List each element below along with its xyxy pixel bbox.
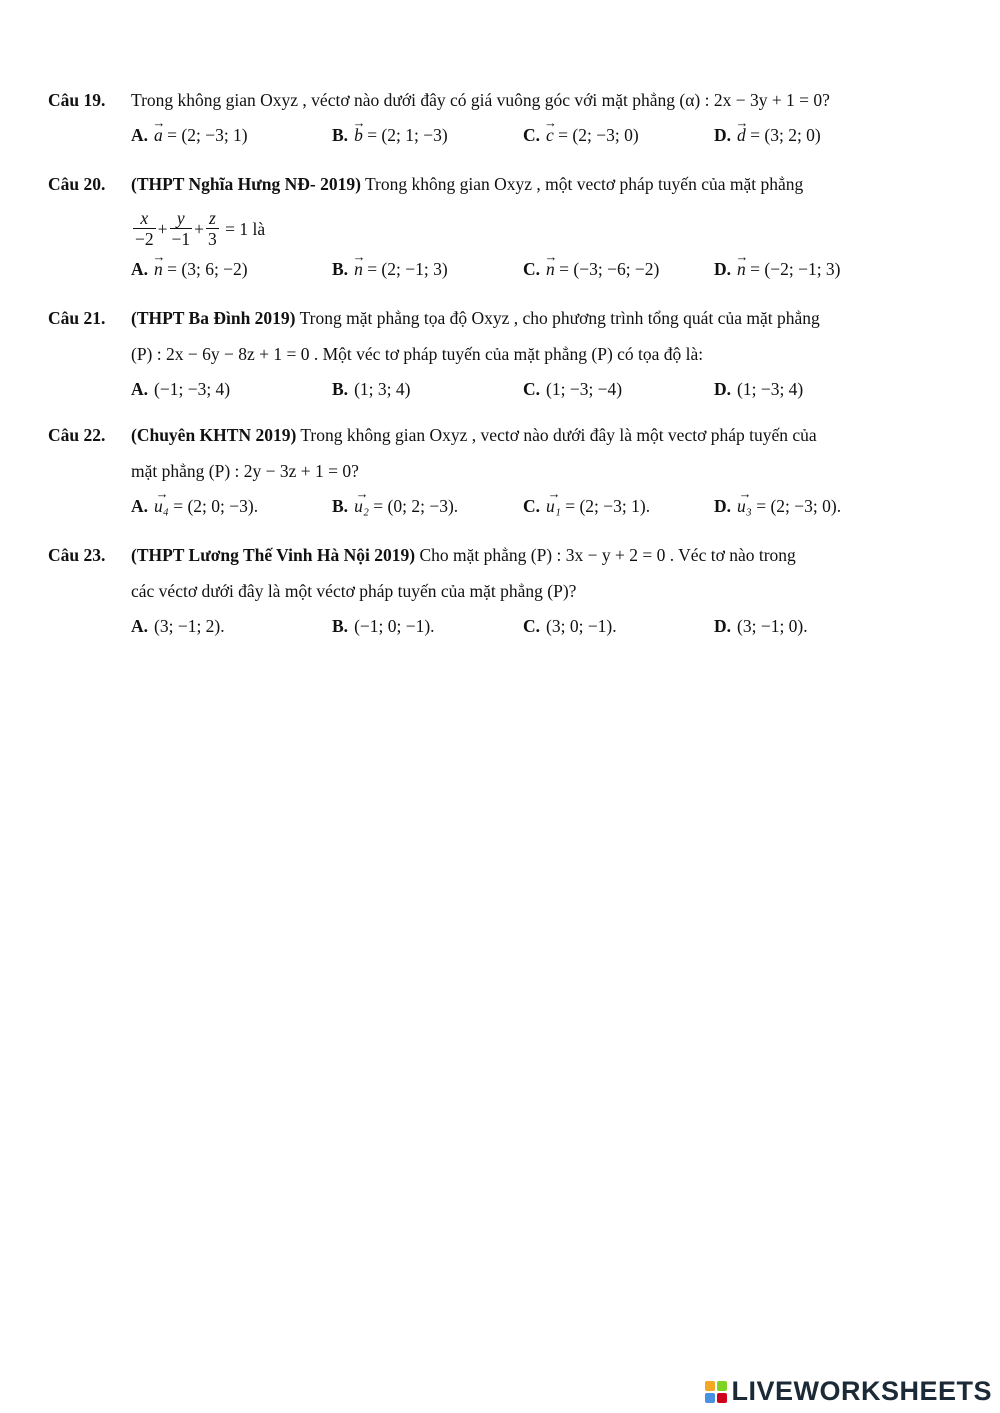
question-22 — [48, 417, 918, 523]
question-text: (THPT Ba Đình 2019) Trong mặt phẳng tọa độ Oxyz , cho phương trình tổng quát của mặt phẳng — [131, 308, 820, 328]
question-text-line-2: các véctơ dưới đây là một véctơ pháp tuyến của mặt phẳng (P)? — [131, 581, 577, 601]
vector-symbol: → d — [737, 118, 746, 152]
question-text: Trong không gian Oxyz , véctơ nào dưới đây có giá vuông góc với mặt phẳng (α) : 2x − 3y + 1 = 0? — [131, 90, 830, 110]
plane-equation: $\frac{x}{-2}$ + $\frac{y}{-1}$ + $\frac{z}{3}$ = 1 là — [135, 208, 266, 250]
option-a[interactable]: A.→ a = (2; −3; 1) — [131, 118, 248, 152]
option-c[interactable]: C. (3; 0; −1). — [523, 616, 617, 636]
answer-options — [131, 118, 918, 152]
question-23 — [48, 537, 918, 643]
vector-symbol: → n — [546, 252, 555, 286]
vector-symbol: → n — [154, 252, 163, 286]
question-number: Câu 22. — [48, 425, 106, 445]
answer-options — [131, 609, 918, 643]
question-source: (THPT Lương Thế Vinh Hà Nội 2019) — [131, 545, 416, 565]
question-text-line-2: mặt phẳng (P) : 2y − 3z + 1 = 0? — [131, 461, 359, 481]
question-number: Câu 23. — [48, 545, 106, 565]
option-c[interactable]: C.→ c = (2; −3; 0) — [523, 118, 639, 152]
question-text-line-2: (P) : 2x − 6y − 8z + 1 = 0 . Một véc tơ pháp tuyến của mặt phẳng (P) có tọa độ là: — [131, 344, 704, 364]
question-number: Câu 21. — [48, 308, 106, 328]
answer-options — [131, 372, 918, 406]
option-b[interactable]: B.→ n = (2; −1; 3) — [332, 252, 448, 286]
option-c[interactable]: C. (1; −3; −4) — [523, 379, 623, 399]
option-a[interactable]: A. (3; −1; 2). — [131, 616, 225, 636]
logo-tile — [717, 1381, 727, 1391]
vector-symbol: → n — [737, 252, 746, 286]
vector-symbol: → b — [354, 118, 363, 152]
logo-tile — [705, 1393, 715, 1403]
vector-symbol: → u₁ — [546, 489, 561, 523]
option-a[interactable]: A. (−1; −3; 4) — [131, 379, 231, 399]
option-d[interactable]: D.→ u₃ = (2; −3; 0). — [714, 489, 841, 523]
logo-tile — [705, 1381, 715, 1391]
question-number: Câu 20. — [48, 174, 106, 194]
question-source: (THPT Ba Đình 2019) — [131, 308, 296, 328]
answer-options — [131, 252, 918, 286]
question-text: (THPT Lương Thế Vinh Hà Nội 2019) Cho mặt phẳng (P) : 3x − y + 2 = 0 . Véc tơ nào trong — [131, 545, 796, 565]
vector-symbol: → c — [546, 118, 554, 152]
vector-symbol: → a — [154, 118, 163, 152]
question-20 — [48, 166, 918, 286]
vector-symbol: → n — [354, 252, 363, 286]
answer-options — [131, 489, 918, 523]
fraction: $\frac{x}{-2}$ — [135, 208, 154, 250]
fraction: $\frac{z}{3}$ — [208, 208, 217, 250]
option-c[interactable]: C.→ n = (−3; −6; −2) — [523, 252, 659, 286]
liveworksheets-logo[interactable] — [705, 1376, 992, 1407]
option-b[interactable]: B. (1; 3; 4) — [332, 379, 411, 399]
option-b[interactable]: B. (−1; 0; −1). — [332, 616, 435, 636]
question-source: (THPT Nghĩa Hưng NĐ- 2019) — [131, 174, 361, 194]
question-source: (Chuyên KHTN 2019) — [131, 425, 297, 445]
question-19 — [48, 82, 918, 152]
option-d[interactable]: D.→ n = (−2; −1; 3) — [714, 252, 841, 286]
logo-text: LIVEWORKSHEETS — [731, 1376, 992, 1406]
question-21 — [48, 300, 918, 406]
vector-symbol: → u₃ — [737, 489, 752, 523]
option-b[interactable]: B.→ u₂ = (0; 2; −3). — [332, 489, 458, 523]
question-text: (THPT Nghĩa Hưng NĐ- 2019) Trong không gian Oxyz , một vectơ pháp tuyến của mặt phẳng — [131, 174, 804, 194]
option-d[interactable]: D. (1; −3; 4) — [714, 379, 804, 399]
vector-symbol: → u₄ — [154, 489, 169, 523]
option-c[interactable]: C.→ u₁ = (2; −3; 1). — [523, 489, 650, 523]
option-a[interactable]: A.→ n = (3; 6; −2) — [131, 252, 248, 286]
fraction: $\frac{y}{-1}$ — [171, 208, 191, 250]
option-a[interactable]: A.→ u₄ = (2; 0; −3). — [131, 489, 258, 523]
vector-symbol: → u₂ — [354, 489, 369, 523]
option-d[interactable]: D.→ d = (3; 2; 0) — [714, 118, 821, 152]
option-d[interactable]: D. (3; −1; 0). — [714, 616, 808, 636]
option-b[interactable]: B.→ b = (2; 1; −3) — [332, 118, 448, 152]
logo-grid-icon — [705, 1381, 727, 1403]
question-text: (Chuyên KHTN 2019) Trong không gian Oxyz , vectơ nào dưới đây là một vectơ pháp tuyến của — [131, 425, 817, 445]
question-number: Câu 19. — [48, 90, 106, 110]
logo-tile — [717, 1393, 727, 1403]
